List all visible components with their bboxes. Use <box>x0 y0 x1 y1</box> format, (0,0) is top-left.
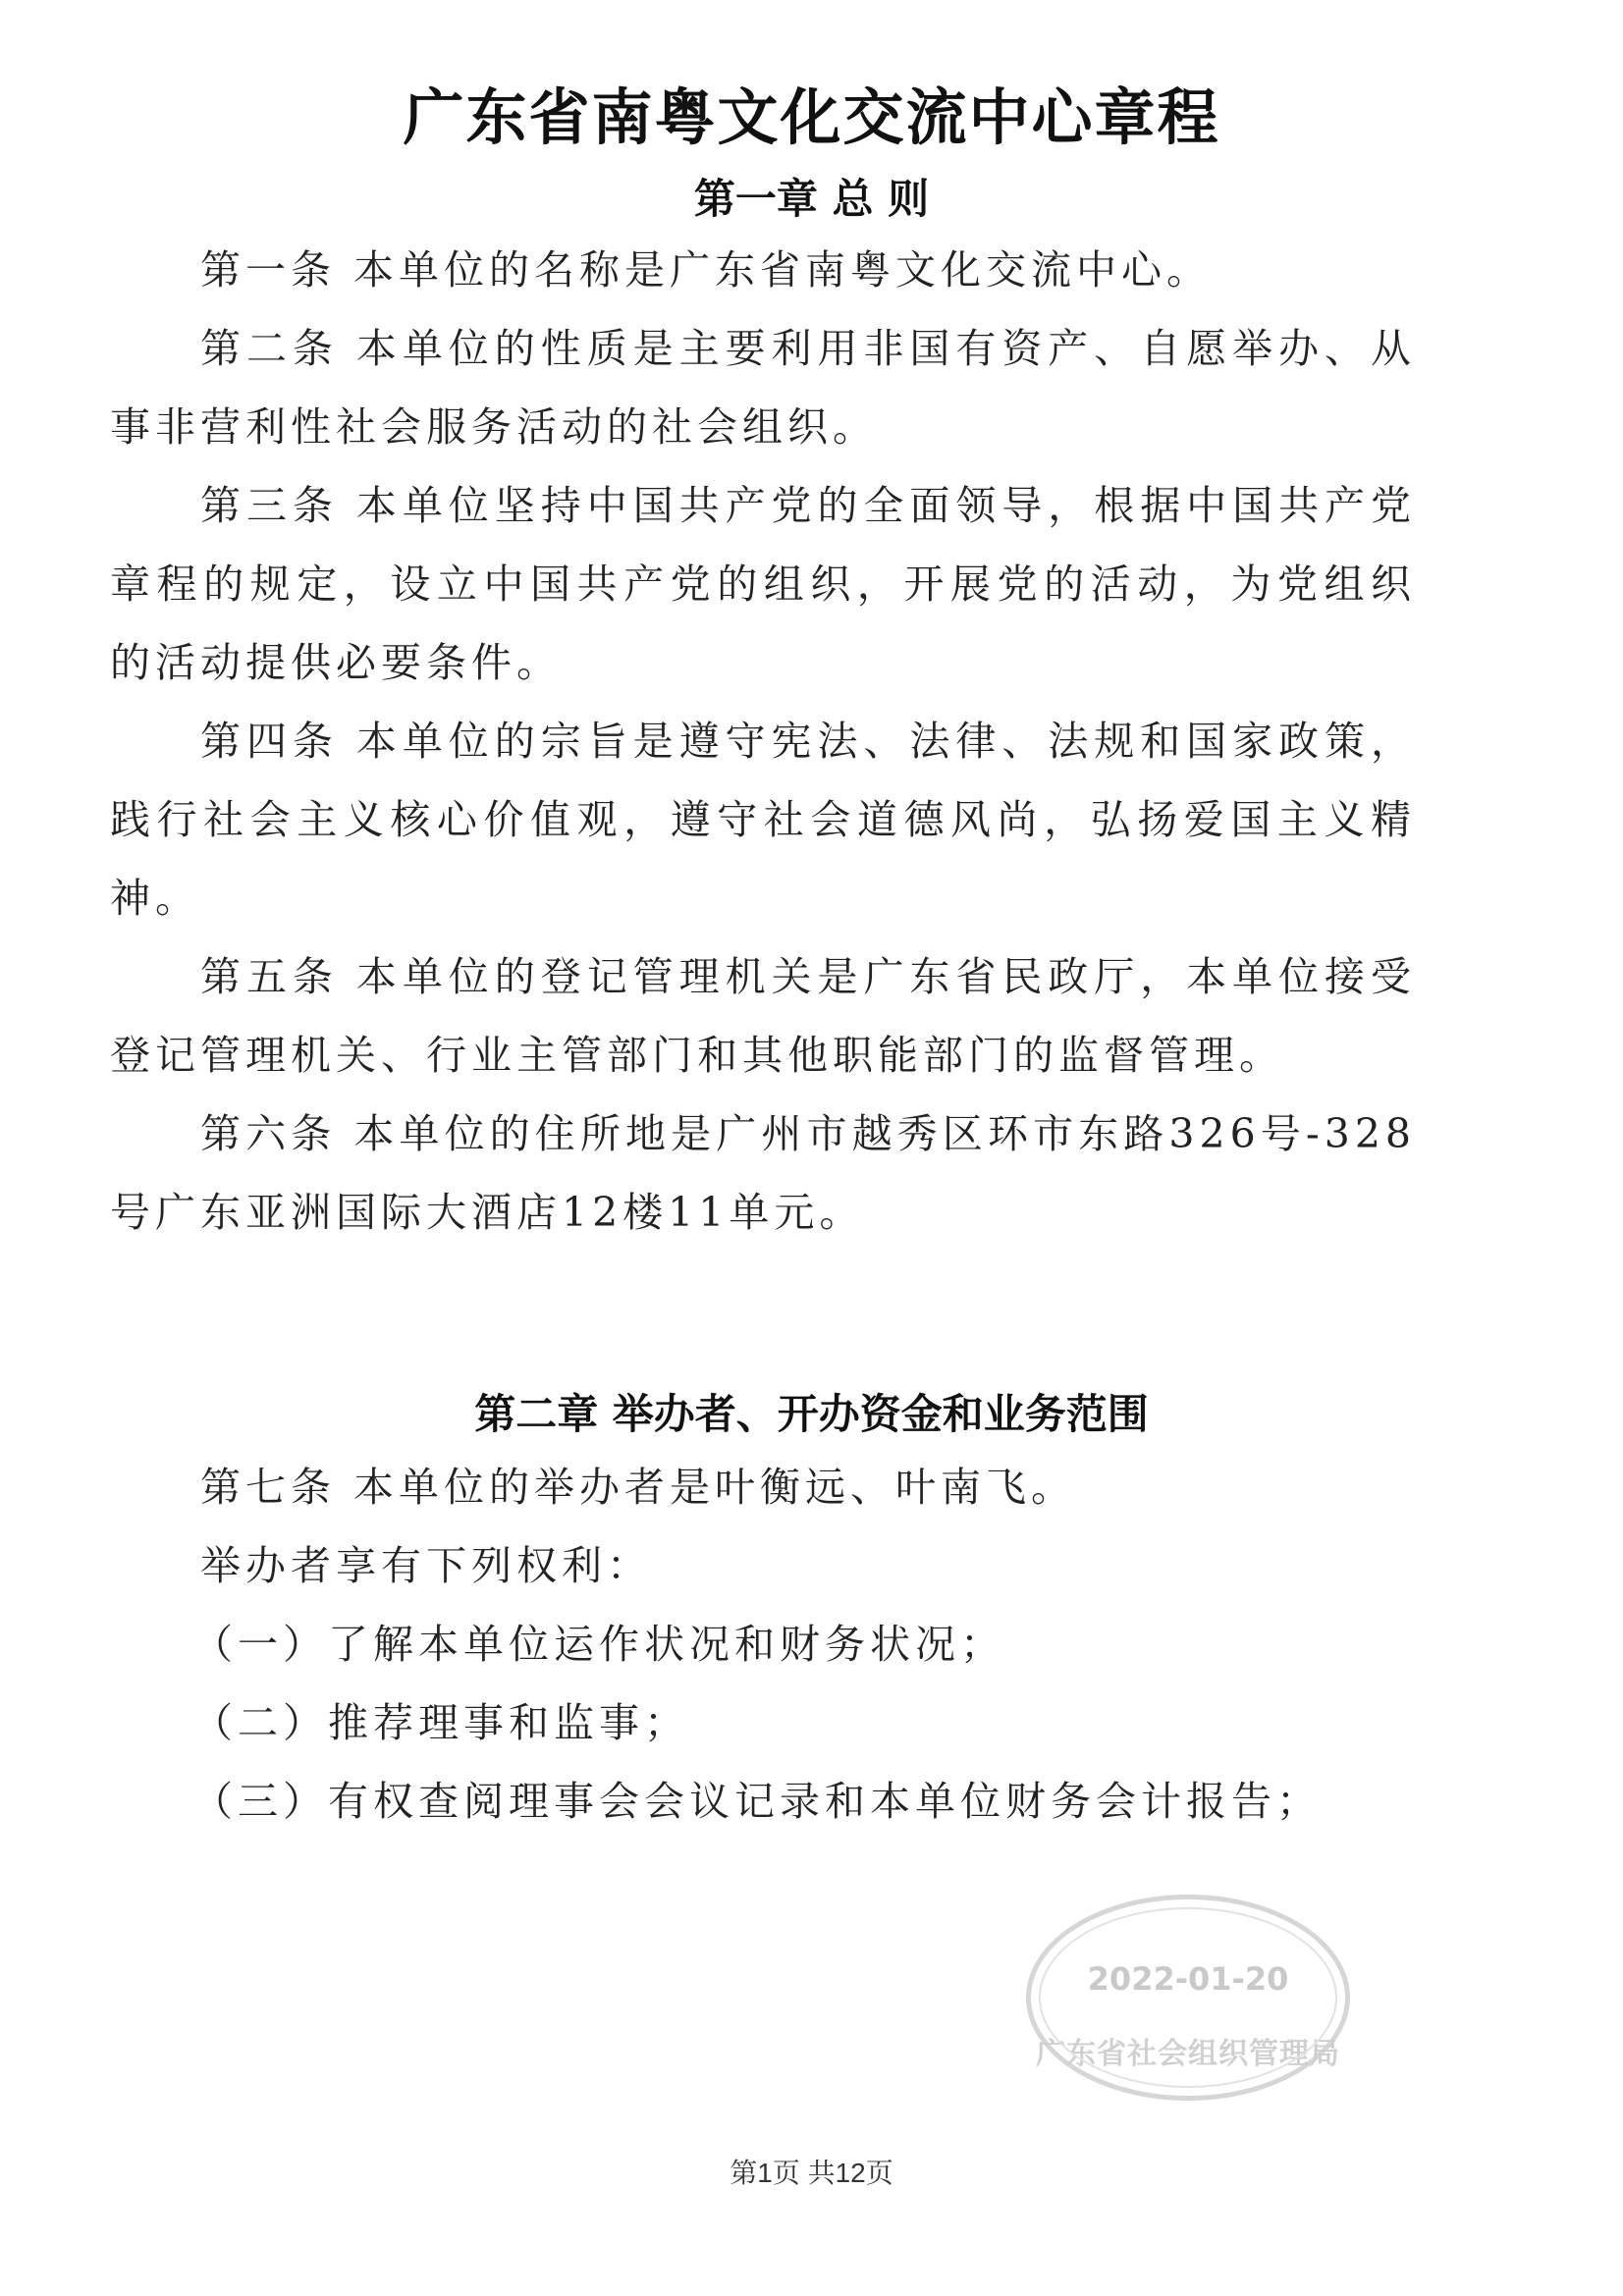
stamp-organization: 广东省社会组织管理局 <box>1036 2037 1340 2071</box>
chapter-1-heading: 第一章 总 则 <box>693 175 930 223</box>
chapter-2-heading: 第二章 举办者、开办资金和业务范围 <box>474 1390 1149 1438</box>
article-5 <box>110 937 1416 1095</box>
article-6-label: 第六条 <box>200 1110 337 1157</box>
official-seal-stamp <box>1026 1895 1350 2101</box>
article-5-text: 本单位的登记管理机关是广东省民政厅，本单位接受登记管理机关、行业主管部门和其他职能部门的监督管理。 <box>110 953 1417 1079</box>
article-7 <box>110 1448 1416 1526</box>
article-6-text: 本单位的住所地是广州市越秀区环市东路326号-328号广东亚洲国际大酒店12楼11单元。 <box>110 1110 1416 1236</box>
chapter-1-body <box>110 231 1416 1252</box>
article-4 <box>110 702 1416 937</box>
article-3 <box>110 466 1416 702</box>
article-1-label: 第一条 <box>200 246 336 294</box>
article-7-text: 本单位的举办者是叶衡远、叶南飞。 <box>353 1464 1076 1511</box>
right-item-2: （二）推荐理事和监事； <box>192 1699 689 1746</box>
article-3-text: 本单位坚持中国共产党的全面领导，根据中国共产党章程的规定，设立中国共产党的组织，开展党的活动，为党组织的活动提供必要条件。 <box>110 482 1417 686</box>
article-3-label: 第三条 <box>200 482 339 529</box>
article-1 <box>110 231 1416 309</box>
right-item-3: （三）有权查阅理事会会议记录和本单位财务会计报告； <box>192 1778 1322 1825</box>
article-4-label: 第四条 <box>200 718 339 765</box>
article-2-label: 第二条 <box>200 325 339 372</box>
chapter-2-body <box>110 1448 1416 1841</box>
rights-intro: 举办者享有下列权利： <box>200 1542 652 1589</box>
article-1-text: 本单位的名称是广东省南粤文化交流中心。 <box>353 246 1212 294</box>
article-6 <box>110 1095 1416 1252</box>
article-7-label: 第七条 <box>200 1464 336 1511</box>
right-item-1: （一）了解本单位运作状况和财务状况； <box>192 1621 1005 1668</box>
article-2 <box>110 309 1416 466</box>
article-4-text: 本单位的宗旨是遵守宪法、法律、法规和国家政策，践行社会主义核心价值观，遵守社会道德风尚，弘扬爱国主义精神。 <box>110 718 1417 922</box>
page-number-footer: 第1页 共12页 <box>730 2158 893 2188</box>
article-5-label: 第五条 <box>200 953 339 1000</box>
document-title: 广东省南粤文化交流中心章程 <box>403 81 1220 153</box>
stamp-date: 2022-01-20 <box>1087 1960 1289 1998</box>
article-2-text: 本单位的性质是主要利用非国有资产、自愿举办、从事非营利性社会服务活动的社会组织。 <box>110 325 1417 451</box>
